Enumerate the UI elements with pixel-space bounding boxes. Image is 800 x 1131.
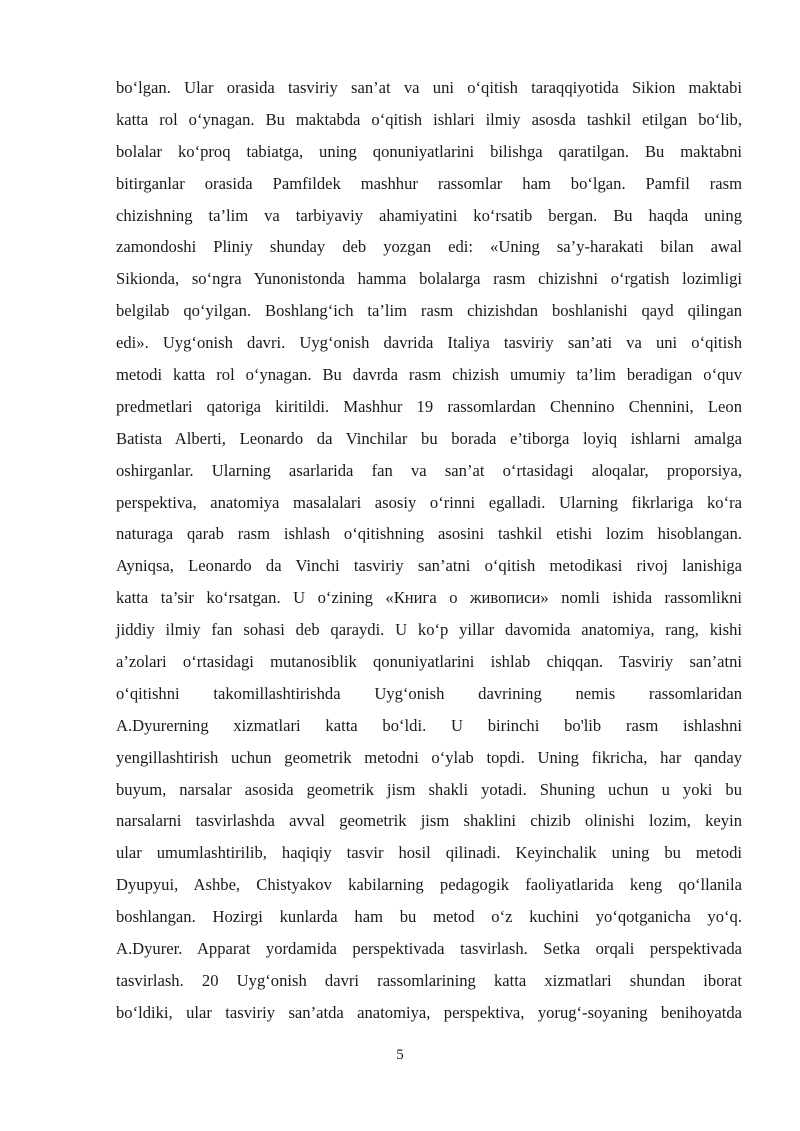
text-line: bitirganlar orasida Pamfildek mashhur rassomlar ham bo‘lgan. Pamfil rasm: [116, 173, 742, 193]
page-number: 5: [396, 1047, 404, 1063]
text-line: A.Dyurerning xizmatlari katta bo‘ldi. U birinchi bo'lib rasm ishlashni: [116, 715, 742, 735]
body-text: [116, 72, 742, 1029]
text-line: Ayniqsa, Leonardo da Vinchi tasviriy san’atni o‘qitish metodikasi rivoj lanishiga: [116, 556, 742, 576]
text-line: Sikionda, so‘ngra Yunonistonda hamma bolalarga rasm chizishni o‘rgatish lozimligi: [116, 269, 742, 289]
text-line: katta rol o‘ynagan. Bu maktabda o‘qitish ishlari ilmiy asosda tashkil etilgan bo‘lib,: [116, 109, 742, 129]
text-line: boshlangan. Hozirgi kunlarda ham bu metod o‘z kuchini yo‘qotganicha yo‘q.: [116, 907, 742, 927]
text-line: o‘qitishni takomillashtirishda Uyg‘onish davrining nemis rassomlaridan: [116, 683, 742, 703]
text-line: a’zolari o‘rtasidagi mutanosiblik qonuniyatlarini ishlab chiqqan. Tasviriy san’atni: [116, 652, 742, 672]
text-line: tasvirlash. 20 Uyg‘onish davri rassomlarining katta xizmatlari shundan iborat: [116, 970, 742, 990]
text-line: perspektiva, anatomiya masalalari asosiy o‘rinni egalladi. Ularning fikrlariga ko‘ra: [116, 492, 742, 512]
text-line: oshirganlar. Ularning asarlarida fan va san’at o‘rtasidagi aloqalar, proporsiya,: [116, 460, 742, 480]
text-line: chizishning ta’lim va tarbiyaviy ahamiyatini ko‘rsatib bergan. Bu haqda uning: [116, 205, 742, 225]
text-line: Batista Alberti, Leonardo da Vinchilar bu borada e’tiborga loyiq ishlarni amalga: [116, 428, 742, 448]
text-line: bolalar ko‘proq tabiatga, uning qonuniyatlarini bilishga qaratilgan. Bu maktabni: [116, 141, 742, 161]
text-line: katta ta’sir ko‘rsatgan. U o‘zining «Книга о живописи» nomli ishida rassomlikni: [116, 588, 742, 608]
text-line: Dyupyui, Ashbe, Chistyakov kabilarning pedagogik faoliyatlarida keng qo‘llanila: [116, 875, 742, 895]
text-line: bo‘ldiki, ular tasviriy san’atda anatomiya, perspektiva, yorug‘-soyaning benihoyatda: [116, 1002, 742, 1022]
text-line: metodi katta rol o‘ynagan. Bu davrda rasm chizish umumiy ta’lim beradigan o‘quv: [116, 365, 742, 385]
text-line: yengillashtirish uchun geometrik metodni o‘ylab topdi. Uning fikricha, har qanday: [116, 747, 742, 767]
text-line: buyum, narsalar asosida geometrik jism shakli yotadi. Shuning uchun u yoki bu: [116, 779, 742, 799]
text-line: jiddiy ilmiy fan sohasi deb qaraydi. U ko‘p yillar davomida anatomiya, rang, kishi: [116, 620, 742, 640]
text-line: narsalarni tasvirlashda avval geometrik jism shaklini chizib olinishi lozim, keyin: [116, 811, 742, 831]
text-line: naturaga qarab rasm ishlash o‘qitishning asosini tashkil etishi lozim hisoblangan.: [116, 524, 742, 544]
text-line: belgilab qo‘yilgan. Boshlang‘ich ta’lim rasm chizishdan boshlanishi qayd qilingan: [116, 301, 742, 321]
text-line: zamondoshi Pliniy shunday deb yozgan edi: «Uning sa’y-harakati bilan awal: [116, 237, 742, 257]
text-line: A.Dyurer. Apparat yordamida perspektivada tasvirlash. Setka orqali perspektivada: [116, 939, 742, 959]
text-line: predmetlari qatoriga kiritildi. Mashhur 19 rassomlardan Chennino Chennini, Leon: [116, 396, 742, 416]
text-line: ular umumlashtirilib, haqiqiy tasvir hosil qilinadi. Keyinchalik uning bu metodi: [116, 843, 742, 863]
text-line: edi». Uyg‘onish davri. Uyg‘onish davrida Italiya tasviriy san’ati va uni o‘qitish: [116, 333, 742, 353]
text-line: bo‘lgan. Ular orasida tasviriy san’at va uni o‘qitish taraqqiyotida Sikion maktabi: [116, 78, 742, 97]
